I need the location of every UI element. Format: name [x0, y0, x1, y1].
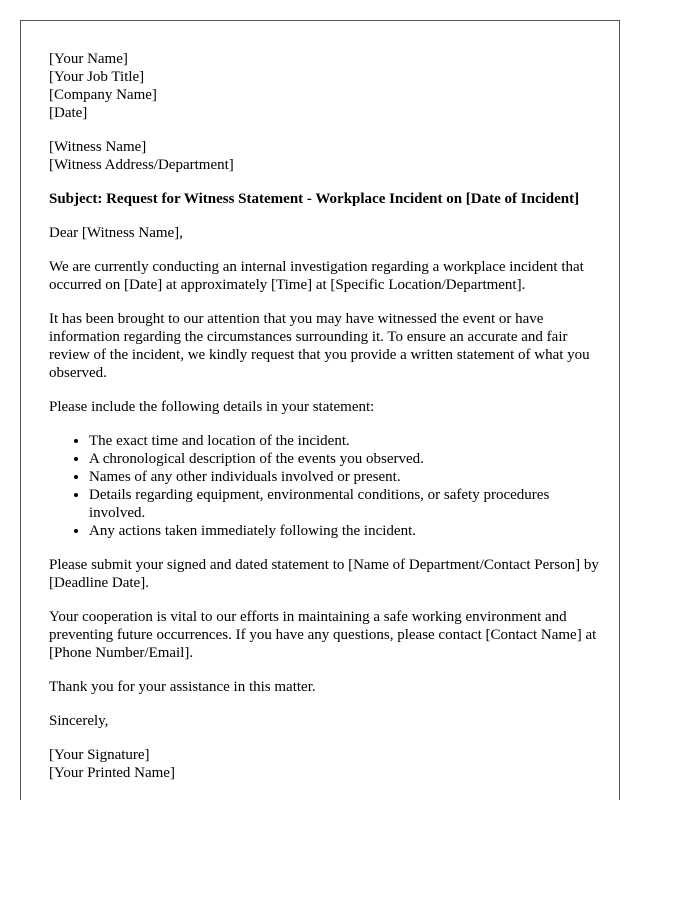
- list-item: • The exact time and location of the incident.: [89, 432, 599, 450]
- sign-off: Sincerely,: [49, 713, 109, 729]
- request-paragraph: It has been brought to our attention that you may have witnessed the event or have information regarding the circumstances surrounding it. To ensure an accurate and fair review of the incident, we kindly request that you provide a written statement of what you observed.: [49, 311, 590, 381]
- list-item: • A chronological description of the events you observed.: [89, 450, 599, 468]
- thanks-paragraph: Thank you for your assistance in this matter.: [49, 679, 316, 695]
- cooperation-paragraph: Your cooperation is vital to our efforts in maintaining a safe working environment and preventing future occurrences. If you have any questions, please contact [Contact Name] at [Phone Number/Email].: [49, 609, 597, 661]
- recipient-block: [49, 138, 599, 174]
- sender-name: [Your Name]: [49, 51, 128, 67]
- subject-line: Subject: Request for Witness Statement - Workplace Incident on [Date of Incident]: [49, 191, 580, 207]
- intro-paragraph: We are currently conducting an internal investigation regarding a workplace incident that occurred on [Date] at approximately [Time] at [Specific Location/Department].: [49, 259, 584, 293]
- sender-block: [49, 50, 599, 122]
- signature-line: [Your Signature]: [49, 747, 150, 763]
- salutation: Dear [Witness Name],: [49, 225, 183, 241]
- printed-name: [Your Printed Name]: [49, 765, 175, 781]
- recipient-address: [Witness Address/Department]: [49, 157, 234, 173]
- sender-company: [Company Name]: [49, 87, 157, 103]
- sender-job-title: [Your Job Title]: [49, 69, 145, 85]
- submission-paragraph: Please submit your signed and dated statement to [Name of Department/Contact Person] by [Deadline Date].: [49, 557, 599, 591]
- list-item: • Any actions taken immediately following the incident.: [89, 522, 599, 540]
- signature-block: [49, 746, 599, 782]
- list-intro-paragraph: Please include the following details in your statement:: [49, 399, 375, 415]
- list-item: • Details regarding equipment, environmental conditions, or safety procedures involved.: [89, 486, 599, 522]
- list-item: • Names of any other individuals involved or present.: [89, 468, 599, 486]
- details-list: [49, 432, 599, 540]
- recipient-name: [Witness Name]: [49, 139, 147, 155]
- letter-date: [Date]: [49, 105, 88, 121]
- letter-page: [20, 20, 620, 800]
